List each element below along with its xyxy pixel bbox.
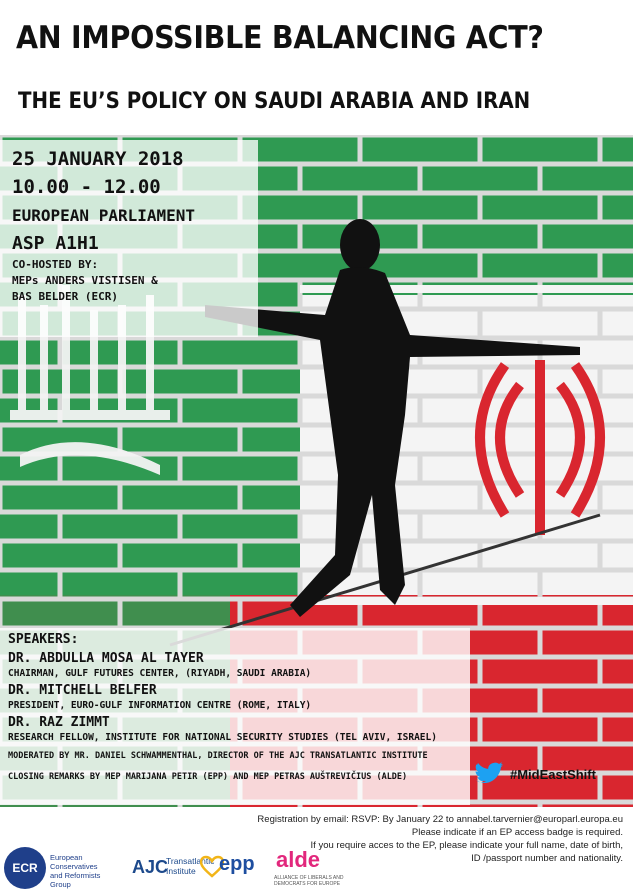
partner-logos — [4, 847, 364, 893]
registration-line-1: Registration by email: RSVP: By January 22 to annabel.tarvernier@europarl.europa.eu — [257, 814, 623, 825]
speaker-role: PRESIDENT, EURO-GULF INFORMATION CENTRE (ROME, ITALY) — [8, 700, 312, 711]
hashtag-text[interactable]: #MidEastShift — [510, 766, 596, 782]
alde-logo: alde — [276, 847, 321, 872]
poster-subtitle: THE EU’S POLICY ON SAUDI ARABIA AND IRAN — [18, 89, 531, 114]
speaker-name: DR. MITCHELL BELFER — [8, 683, 157, 698]
event-time: 10.00 - 12.00 — [12, 176, 161, 198]
event-venue: EUROPEAN PARLIAMENT — [12, 206, 196, 225]
event-room: ASP A1H1 — [12, 233, 99, 254]
speakers-heading: SPEAKERS: — [8, 632, 79, 647]
speaker-name: DR. RAZ ZIMMT — [8, 715, 110, 730]
speakers-box — [0, 628, 470, 805]
ecr-logo: ECR — [4, 847, 46, 889]
twitter-bird-icon — [474, 762, 504, 786]
epp-logo: epp — [219, 853, 255, 875]
event-info-box — [0, 140, 258, 337]
ajc-logo-text: Transatlantic Institute — [166, 856, 215, 876]
ecr-logo-text: European Conservatives and Reformists Group — [50, 853, 101, 889]
hashtag-badge[interactable] — [474, 759, 624, 789]
moderator-line: MODERATED BY MR. DANIEL SCHWAMMENTHAL, DIRECTOR OF THE AJC TRANSATLANTIC INSTITUTE — [8, 751, 428, 761]
alde-logo-text: ALLIANCE OF LIBERALS AND DEMOCRATS FOR EUROPE — [274, 875, 344, 887]
cohosts-line-2: BAS BELDER (ECR) — [12, 290, 118, 303]
closing-remarks-line: CLOSING REMARKS BY MEP MARIJANA PETIR (EPP) AND MEP PETRAS AUŠTREVIČIUS (ALDE) — [8, 772, 408, 782]
speaker-role: RESEARCH FELLOW, INSTITUTE FOR NATIONAL SECURITY STUDIES (TEL AVIV, ISRAEL) — [8, 732, 437, 743]
speaker-role: CHAIRMAN, GULF FUTURES CENTER, (RIYADH, SAUDI ARABIA) — [8, 668, 312, 679]
poster-header — [0, 0, 633, 135]
cohosts-line-1: MEPs ANDERS VISTISEN & — [12, 274, 158, 287]
poster-footer — [0, 807, 633, 895]
registration-line-4: ID /passport number and nationality. — [471, 853, 623, 864]
ajc-logo: AJC — [132, 857, 169, 877]
registration-line-3: If you require acces to the EP, please indicate your full name, date of birth, — [310, 840, 623, 851]
cohosted-label: CO-HOSTED BY: — [12, 258, 99, 271]
poster-title: AN IMPOSSIBLE BALANCING ACT? — [16, 20, 544, 56]
event-date: 25 JANUARY 2018 — [12, 148, 184, 170]
speaker-name: DR. ABDULLA MOSA AL TAYER — [8, 651, 204, 666]
registration-line-2: Please indicate if an EP access badge is required. — [411, 827, 623, 838]
